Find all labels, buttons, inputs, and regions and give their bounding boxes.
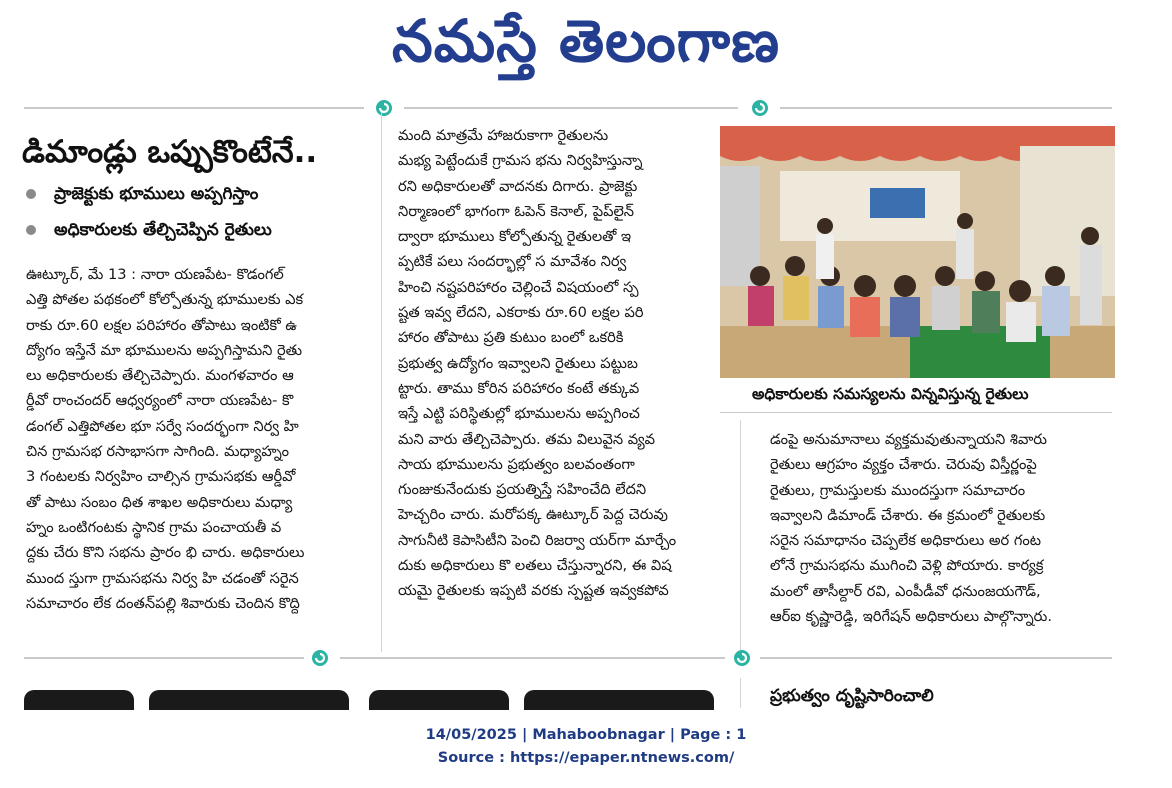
bottom-rule-left (24, 657, 304, 659)
text-line: ద్వారా భూములు కోల్పోతున్న రైతులతో ఇ (398, 228, 632, 246)
text-line: మంలో తాసీల్దార్ రవి, ఎంపీడీవో ధనుంజయగౌడ్, (770, 582, 1041, 600)
text-line: ప్పటికే పలు సందర్భాల్లో స మావేశం నిర్వ (398, 253, 627, 271)
caption-rule (720, 412, 1112, 413)
text-line: ప్రభుత్వ ఉద్యోగం ఇవ్వాలని రైతులు పట్టుబ (398, 354, 638, 372)
article-headline: డిమాండ్లు ఒప్పుకొంటేనే.. (22, 134, 318, 170)
column-divider (740, 420, 741, 652)
text-line: ఇవ్వాలని డిమాండ్ చేశారు. ఈ క్రమంలో రైతులకు (770, 506, 1046, 524)
swirl-ornament-icon (732, 648, 752, 668)
bullet-text: అధికారులకు తేల్చిచెప్పిన రైతులు (54, 220, 272, 240)
text-line: ఆర్ఐ కృష్ణారెడ్డి, ఇరిగేషన్ అధికారులు పాల్గొన్నారు. (770, 608, 1052, 626)
text-line: సమాచారం లేక దంతన్‌పల్లి శివారుకు చెందిన కొద్ది (26, 594, 300, 612)
text-line: డంపై అనుమానాలు వ్యక్తమవుతున్నాయని శివారు (770, 431, 1047, 448)
text-line: లోనే గ్రామసభను ముగించి వెళ్లి పోయారు. కార్యక్ర (770, 557, 1044, 575)
text-line: గుంజుకునేందుకు ప్రయత్నిస్తే సహించేది లేదని (398, 481, 647, 499)
article-photo (720, 126, 1115, 378)
text-line: సాగునీటి కెపాసిటీని పెంచి రిజర్వా యర్‌గా మార్చేం (398, 531, 677, 549)
bullet-dot-icon (26, 189, 36, 199)
farmers-meeting-photo-icon (720, 126, 1115, 378)
text-line: రైతులు ఆగ్రహం వ్యక్తం చేశారు. చెరువు విస్తీర్ణంపై (770, 456, 1037, 474)
text-line: హెచ్చరిం చారు. మరోపక్క ఊట్కూర్ పెద్ద చెరువు (398, 506, 668, 524)
text-line: చిన గ్రామసభ రసాభాసగా సాగింది. మధ్యాహ్నం (26, 443, 289, 461)
top-rule-right (780, 107, 1112, 109)
masthead-title: నమస్తే తెలంగాణ (392, 7, 780, 75)
top-rule-left (24, 107, 364, 109)
article-column-2 (398, 123, 708, 604)
column-divider (740, 678, 741, 708)
text-line: సాయ భూములను ప్రభుత్వం బలవంతంగా (398, 455, 635, 473)
article-column-3 (770, 427, 1115, 629)
text-line: ఇస్తే ఎట్టి పరిస్థితుల్లో భూములను అప్పగించ (398, 405, 640, 423)
text-line: మంది మాత్రమే హాజరుకాగా రైతులను (398, 127, 609, 144)
text-line: మభ్య పెట్టేందుకే గ్రామస భను నిర్వహిస్తున్నా (398, 152, 643, 170)
top-rule-middle (404, 107, 738, 109)
text-line: హారం తోపాటు ప్రతి కుటుం బంలో ఒకరికి (398, 329, 624, 347)
bottom-rule-middle (340, 657, 725, 659)
text-line: రని అధికారులతో వాదనకు దిగారు. ప్రాజెక్టు (398, 177, 638, 195)
bullet-dot-icon (26, 225, 36, 235)
text-line: డంగల్ ఎత్తిపోతల భూ సర్వే సందర్భంగా నిర్వ హి (26, 417, 299, 435)
text-line: ర్డీవో రాంచందర్ ఆధ్వర్యంలో నారా యణపేట- కొ (26, 392, 294, 410)
text-line: రైతులు, గ్రామస్తులకు ముందస్తుగా సమాచారం (770, 481, 1026, 499)
text-line: మని వారు తేల్చిచెప్పారు. తమ విలువైన వ్యవ (398, 430, 656, 448)
bullet-point (26, 218, 272, 242)
swirl-ornament-icon (310, 648, 330, 668)
text-line: ష్టత ఇవ్వ లేదని, ఎకరాకు రూ.60 లక్షల పరి (398, 304, 644, 322)
text-line: యమై రైతులకు ఇప్పటి వరకు స్పష్టత ఇవ్వకపోవ (398, 582, 669, 600)
swirl-ornament-icon (374, 98, 394, 118)
text-line: హించి నష్టపరిహారం చెల్లించే విషయంలో స్ప (398, 278, 639, 296)
text-line: హ్నం ఒంటిగంటకు స్థానిక గ్రామ పంచాయతీ వ (26, 518, 282, 536)
photo-caption: అధికారులకు సమస్యలను విన్నవిస్తున్న రైతులు (752, 385, 1029, 403)
text-line: 3 గంటలకు నిర్వహిం చాల్సిన గ్రామసభకు ఆర్డీవో (26, 468, 296, 486)
text-line: ఎత్తి పోతల పథకంలో కోల్పోతున్న భూములకు ఎక (26, 291, 304, 309)
text-line: రాకు రూ.60 లక్షల పరిహారం తోపాటు ఇంటికో ఉ (26, 316, 298, 334)
swirl-ornament-icon (750, 98, 770, 118)
text-line: సరైన సమాధానం చెప్పలేక అధికారులు అర గంట (770, 532, 1042, 550)
bottom-rule-right (760, 657, 1112, 659)
text-line: లు అధికారులకు తేల్చిచెప్పారు. మంగళవారం ఆ (26, 367, 294, 385)
text-line: ట్టారు. తాము కోరిన పరిహారం కంటే తక్కువ (398, 379, 640, 397)
column-divider (381, 112, 382, 652)
text-line: ముంద స్తుగా గ్రామసభను నిర్వ హి చడంతో సరైన (26, 569, 299, 587)
article-column-1 (26, 262, 368, 616)
footer-date-edition: 14/05/2025 | Mahaboobnagar | Page : 1 (425, 727, 747, 743)
next-article-subhead: ప్రభుత్వం దృష్టిసారించాలి (770, 686, 934, 706)
text-line: దుకు అధికారులు కొ లతలు చేస్తున్నారని, ఈ విష (398, 557, 672, 575)
text-line: ద్దకు చేరు కొని సభను ప్రారం భి చారు. అధికారులు (26, 544, 305, 562)
text-line: ఊట్కూర్, మే 13 : నారా యణపేట- కొడంగల్ (26, 266, 284, 283)
text-line: నిర్మాణంలో భాగంగా ఓపెన్ కెనాల్, పైప్‌లైన్ (398, 202, 635, 220)
footer-source: Source : https://epaper.ntnews.com/ (437, 750, 735, 766)
text-line: తో పాటు సంబం ధిత శాఖల అధికారులు మధ్యా (26, 493, 293, 511)
bullet-point (26, 182, 258, 206)
next-article-headline-cropped (24, 690, 724, 710)
text-line: ద్యోగం ఇస్తేనే మా భూములను అప్పగిస్తామని రైతు (26, 341, 303, 359)
bullet-text: ప్రాజెక్టుకు భూములు అప్పగిస్తాం (54, 184, 259, 204)
